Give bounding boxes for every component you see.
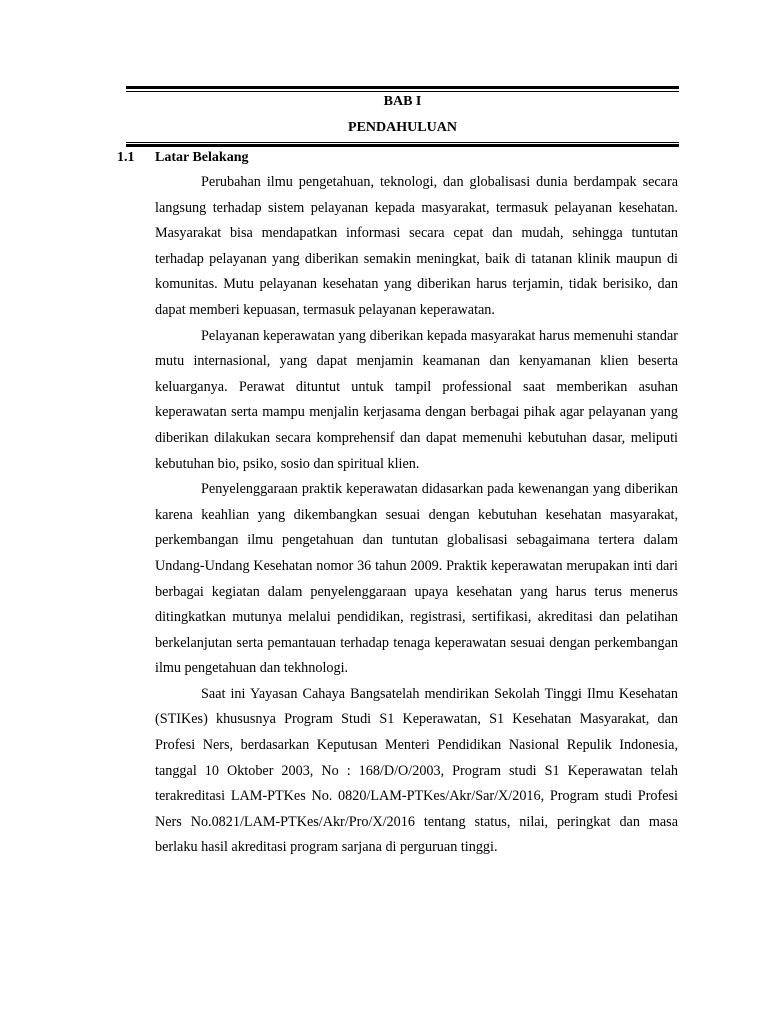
body-text [155, 170, 678, 861]
paragraph: Perubahan ilmu pengetahuan, teknologi, dan globalisasi dunia berdampak secara langsung terhadap sistem pelayanan kepada masyarakat, termasuk pelayanan kesehatan. Masyarakat bisa mendapatkan informasi secara cepat dan mudah, sehingga tuntutan terhadap pelayanan yang diberikan semakin meningkat, baik di tatanan klinik maupun di komunitas. Mutu pelayanan kesehatan yang diberikan harus terjamin, tidak berisiko, dan dapat memberi kepuasan, termasuk pelayanan keperawatan. [155, 174, 678, 318]
header-rule-bottom-thin [126, 142, 679, 143]
section-title: Latar Belakang [155, 150, 249, 165]
paragraph: Penyelenggaraan praktik keperawatan didasarkan pada kewenangan yang diberikan karena keahlian yang dikembangkan sesuai dengan kebutuhan kesehatan masyarakat, perkembangan ilmu pengetahuan dan tuntutan globalisasi sebagaimana tertera dalam Undang-Undang Kesehatan nomor 36 tahun 2009. Praktik keperawatan merupakan inti dari berbagai kegiatan dalam penyelenggaraan upaya kesehatan yang harus terus menerus ditingkatkan mutunya melalui pendidikan, registrasi, sertifikasi, akreditasi dan pelatihan berkelanjutan serta pemantauan terhadap tenaga keperawatan sesuai dengan perkembangan ilmu pengetahuan dan tekhnologi. [155, 481, 678, 677]
chapter-label: BAB I [383, 94, 422, 109]
header-rule-bottom-thick [126, 144, 679, 147]
section-heading [117, 150, 248, 166]
header-rule-top-thick [126, 86, 679, 89]
header-rule-top-thin [126, 91, 679, 92]
chapter-title: PENDAHULUAN [348, 120, 457, 135]
section-number: 1.1 [117, 150, 135, 165]
paragraph: Pelayanan keperawatan yang diberikan kepada masyarakat harus memenuhi standar mutu internasional, yang dapat menjamin keamanan dan kenyamanan klien beserta keluarganya. Perawat dituntut untuk tampil professional saat memberikan asuhan keperawatan serta mampu menjalin kerjasama dengan berbagai pihak agar pelayanan yang diberikan dilakukan secara komprehensif dan dapat memenuhi kebutuhan dasar, meliputi kebutuhan bio, psiko, sosio dan spiritual klien. [155, 327, 678, 472]
paragraph: Saat ini Yayasan Cahaya Bangsatelah mendirikan Sekolah Tinggi Ilmu Kesehatan (STIKes) khususnya Program Studi S1 Keperawatan, S1 Kesehatan Masyarakat, dan Profesi Ners, berdasarkan Keputusan Menteri Pendidikan Nasional Repulik Indonesia, tanggal 10 Oktober 2003, No : 168/D/O/2003, Program studi S1 Keperawatan telah terakreditasi LAM-PTKes No. 0820/LAM-PTKes/Akr/Sar/X/2016, Program studi Profesi Ners No.0821/LAM-PTKes/Akr/Pro/X/2016 tentang status, nilai, peringkat dan masa berlaku hasil akreditasi program sarjana di perguruan tinggi. [155, 685, 678, 856]
